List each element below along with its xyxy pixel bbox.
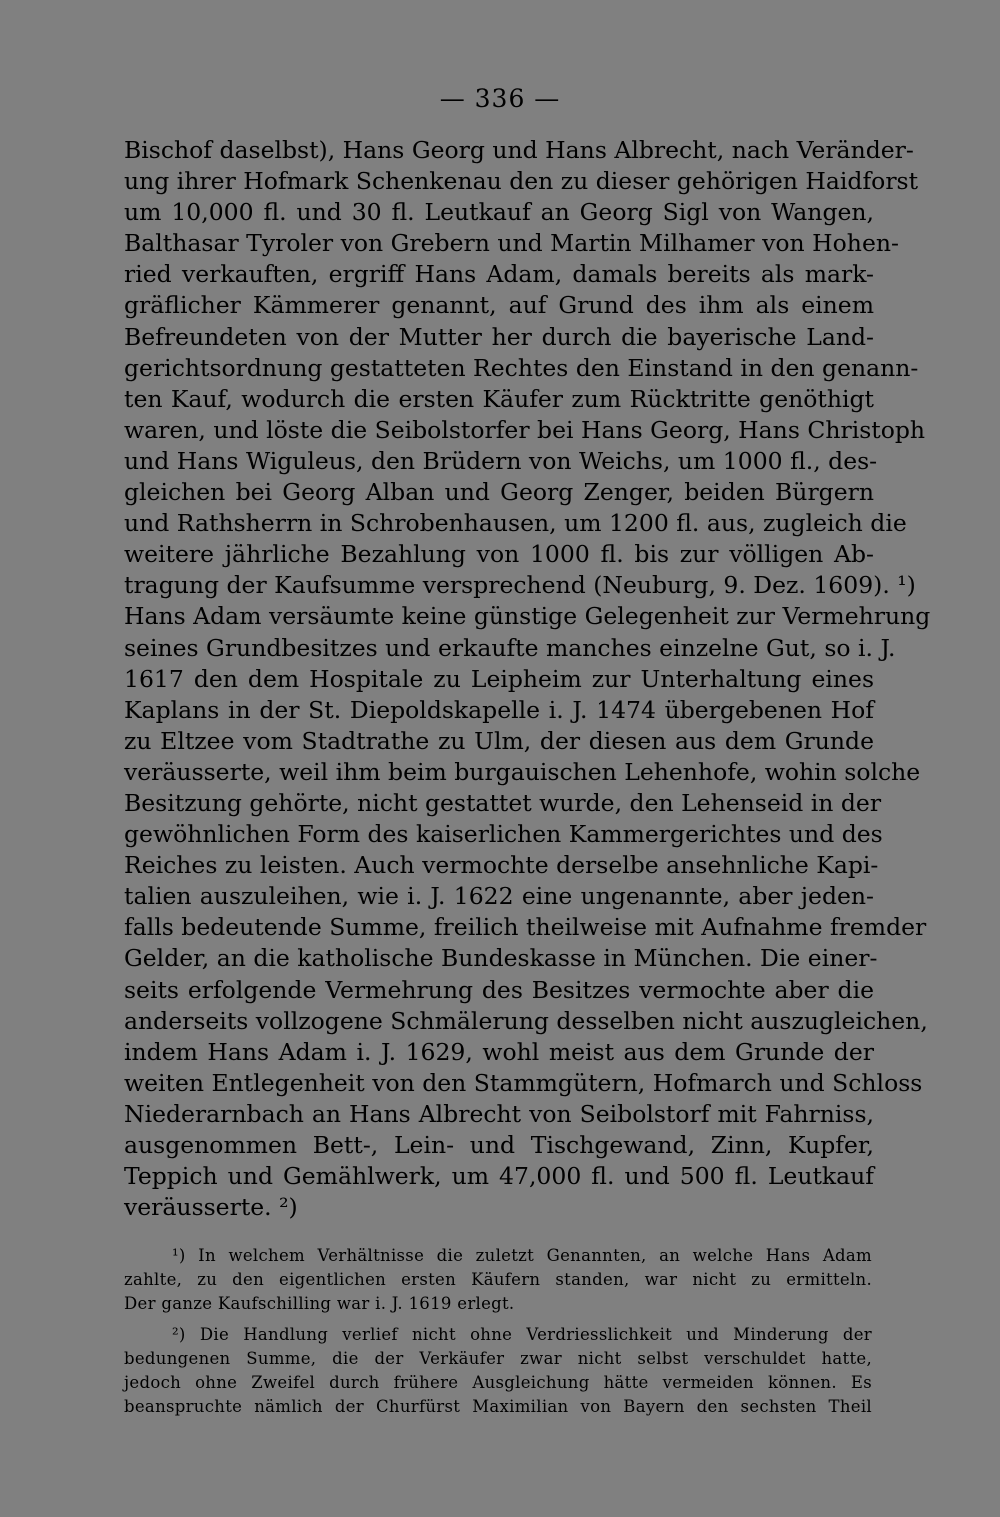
body-line: zu Eltzee vom Stadtrathe zu Ulm, der diesen aus dem Grunde bbox=[124, 726, 874, 755]
body-text bbox=[124, 135, 931, 1223]
footnote-2-line: beanspruchte nämlich der Churfürst Maximilian von Bayern den sechsten Theil bbox=[124, 1397, 872, 1417]
body-line: Reiches zu leisten. Auch vermochte derselbe ansehnliche Kapi- bbox=[124, 851, 879, 880]
body-line: um 10,000 fl. und 30 fl. Leutkauf an Georg Sigl von Wangen, bbox=[124, 198, 874, 227]
body-line: gräflicher Kämmerer genannt, auf Grund des ihm als einem bbox=[124, 291, 874, 320]
body-line: Niederarnbach an Hans Albrecht von Seibolstorf mit Fahrniss, bbox=[124, 1099, 874, 1128]
footnote-2-line: jedoch ohne Zweifel durch frühere Ausgleichung hätte vermeiden können. Es bbox=[124, 1372, 872, 1392]
body-line: seits erfolgende Vermehrung des Besitzes vermochte aber die bbox=[124, 975, 874, 1004]
body-line: talien auszuleihen, wie i. J. 1622 eine ungenannte, aber jeden- bbox=[124, 882, 874, 911]
body-line: tragung der Kaufsumme versprechend (Neuburg, 9. Dez. 1609). ¹) bbox=[124, 571, 916, 600]
footnote-1-line: ¹) In welchem Verhältnisse die zuletzt Genannten, an welche Hans Adam bbox=[172, 1246, 872, 1265]
body-line: ung ihrer Hofmark Schenkenau den zu dieser gehörigen Haidforst bbox=[124, 167, 919, 196]
body-line: Bischof daselbst), Hans Georg und Hans Albrecht, nach Veränder- bbox=[124, 136, 914, 164]
footnote-1-line: zahlte, zu den eigentlichen ersten Käufern standen, war nicht zu ermitteln. bbox=[124, 1270, 872, 1290]
body-line: Balthasar Tyroler von Grebern und Martin Milhamer von Hohen- bbox=[124, 229, 899, 258]
body-line: veräusserte, weil ihm beim burgauischen Lehenhofe, wohin solche bbox=[124, 757, 921, 786]
body-line: indem Hans Adam i. J. 1629, wohl meist aus dem Grunde der bbox=[124, 1037, 874, 1066]
body-line: gleichen bei Georg Alban und Georg Zenger, beiden Bürgern bbox=[124, 478, 874, 507]
body-line: Kaplans in der St. Diepoldskapelle i. J. 1474 übergebenen Hof bbox=[124, 695, 874, 724]
body-line: und Hans Wiguleus, den Brüdern von Weichs, um 1000 fl., des- bbox=[124, 446, 878, 475]
body-line: Hans Adam versäumte keine günstige Gelegenheit zur Vermehrung bbox=[124, 602, 931, 631]
body-line: waren, und löste die Seibolstorfer bei Hans Georg, Hans Christoph bbox=[124, 415, 926, 444]
body-line: seines Grundbesitzes und erkaufte manches einzelne Gut, so i. J. bbox=[124, 633, 896, 662]
body-line: weiten Entlegenheit von den Stammgütern, Hofmarch und Schloss bbox=[124, 1068, 923, 1097]
body-line: ten Kauf, wodurch die ersten Käufer zum Rücktritte genöthigt bbox=[124, 384, 874, 413]
body-line: Besitzung gehörte, nicht gestattet wurde, den Lehenseid in der bbox=[124, 788, 882, 817]
body-line: und Rathsherrn in Schrobenhausen, um 1200 fl. aus, zugleich die bbox=[124, 509, 907, 538]
footnote-2-line: bedungenen Summe, die der Verkäufer zwar nicht selbst verschuldet hatte, bbox=[124, 1348, 872, 1368]
body-line: Teppich und Gemählwerk, um 47,000 fl. und 500 fl. Leutkauf bbox=[124, 1162, 874, 1191]
body-line: veräusserte. ²) bbox=[124, 1193, 298, 1222]
body-line: 1617 den dem Hospitale zu Leipheim zur Unterhaltung eines bbox=[124, 664, 874, 693]
body-line: ried verkauften, ergriff Hans Adam, damals bereits als mark- bbox=[124, 260, 874, 289]
body-line: Befreundeten von der Mutter her durch die bayerische Land- bbox=[124, 322, 874, 351]
footnote-1-line: Der ganze Kaufschilling war i. J. 1619 erlegt. bbox=[124, 1294, 515, 1314]
body-line: weitere jährliche Bezahlung von 1000 fl. bis zur völligen Ab- bbox=[124, 540, 874, 569]
page-number: — 336 — bbox=[439, 84, 561, 113]
body-line: ausgenommen Bett-, Lein- und Tischgewand, Zinn, Kupfer, bbox=[124, 1131, 874, 1159]
footnote-2-line: ²) Die Handlung verlief nicht ohne Verdriesslichkeit und Minderung der bbox=[172, 1324, 872, 1344]
body-line: gerichtsordnung gestatteten Rechtes den Einstand in den genann- bbox=[124, 353, 919, 382]
footnotes bbox=[124, 1244, 872, 1419]
body-line: falls bedeutende Summe, freilich theilweise mit Aufnahme fremder bbox=[124, 913, 927, 942]
body-line: Gelder, an die katholische Bundeskasse in München. Die einer- bbox=[124, 944, 878, 973]
body-line: anderseits vollzogene Schmälerung desselben nicht auszugleichen, bbox=[124, 1006, 928, 1035]
body-line: gewöhnlichen Form des kaiserlichen Kammergerichtes und des bbox=[124, 820, 883, 849]
